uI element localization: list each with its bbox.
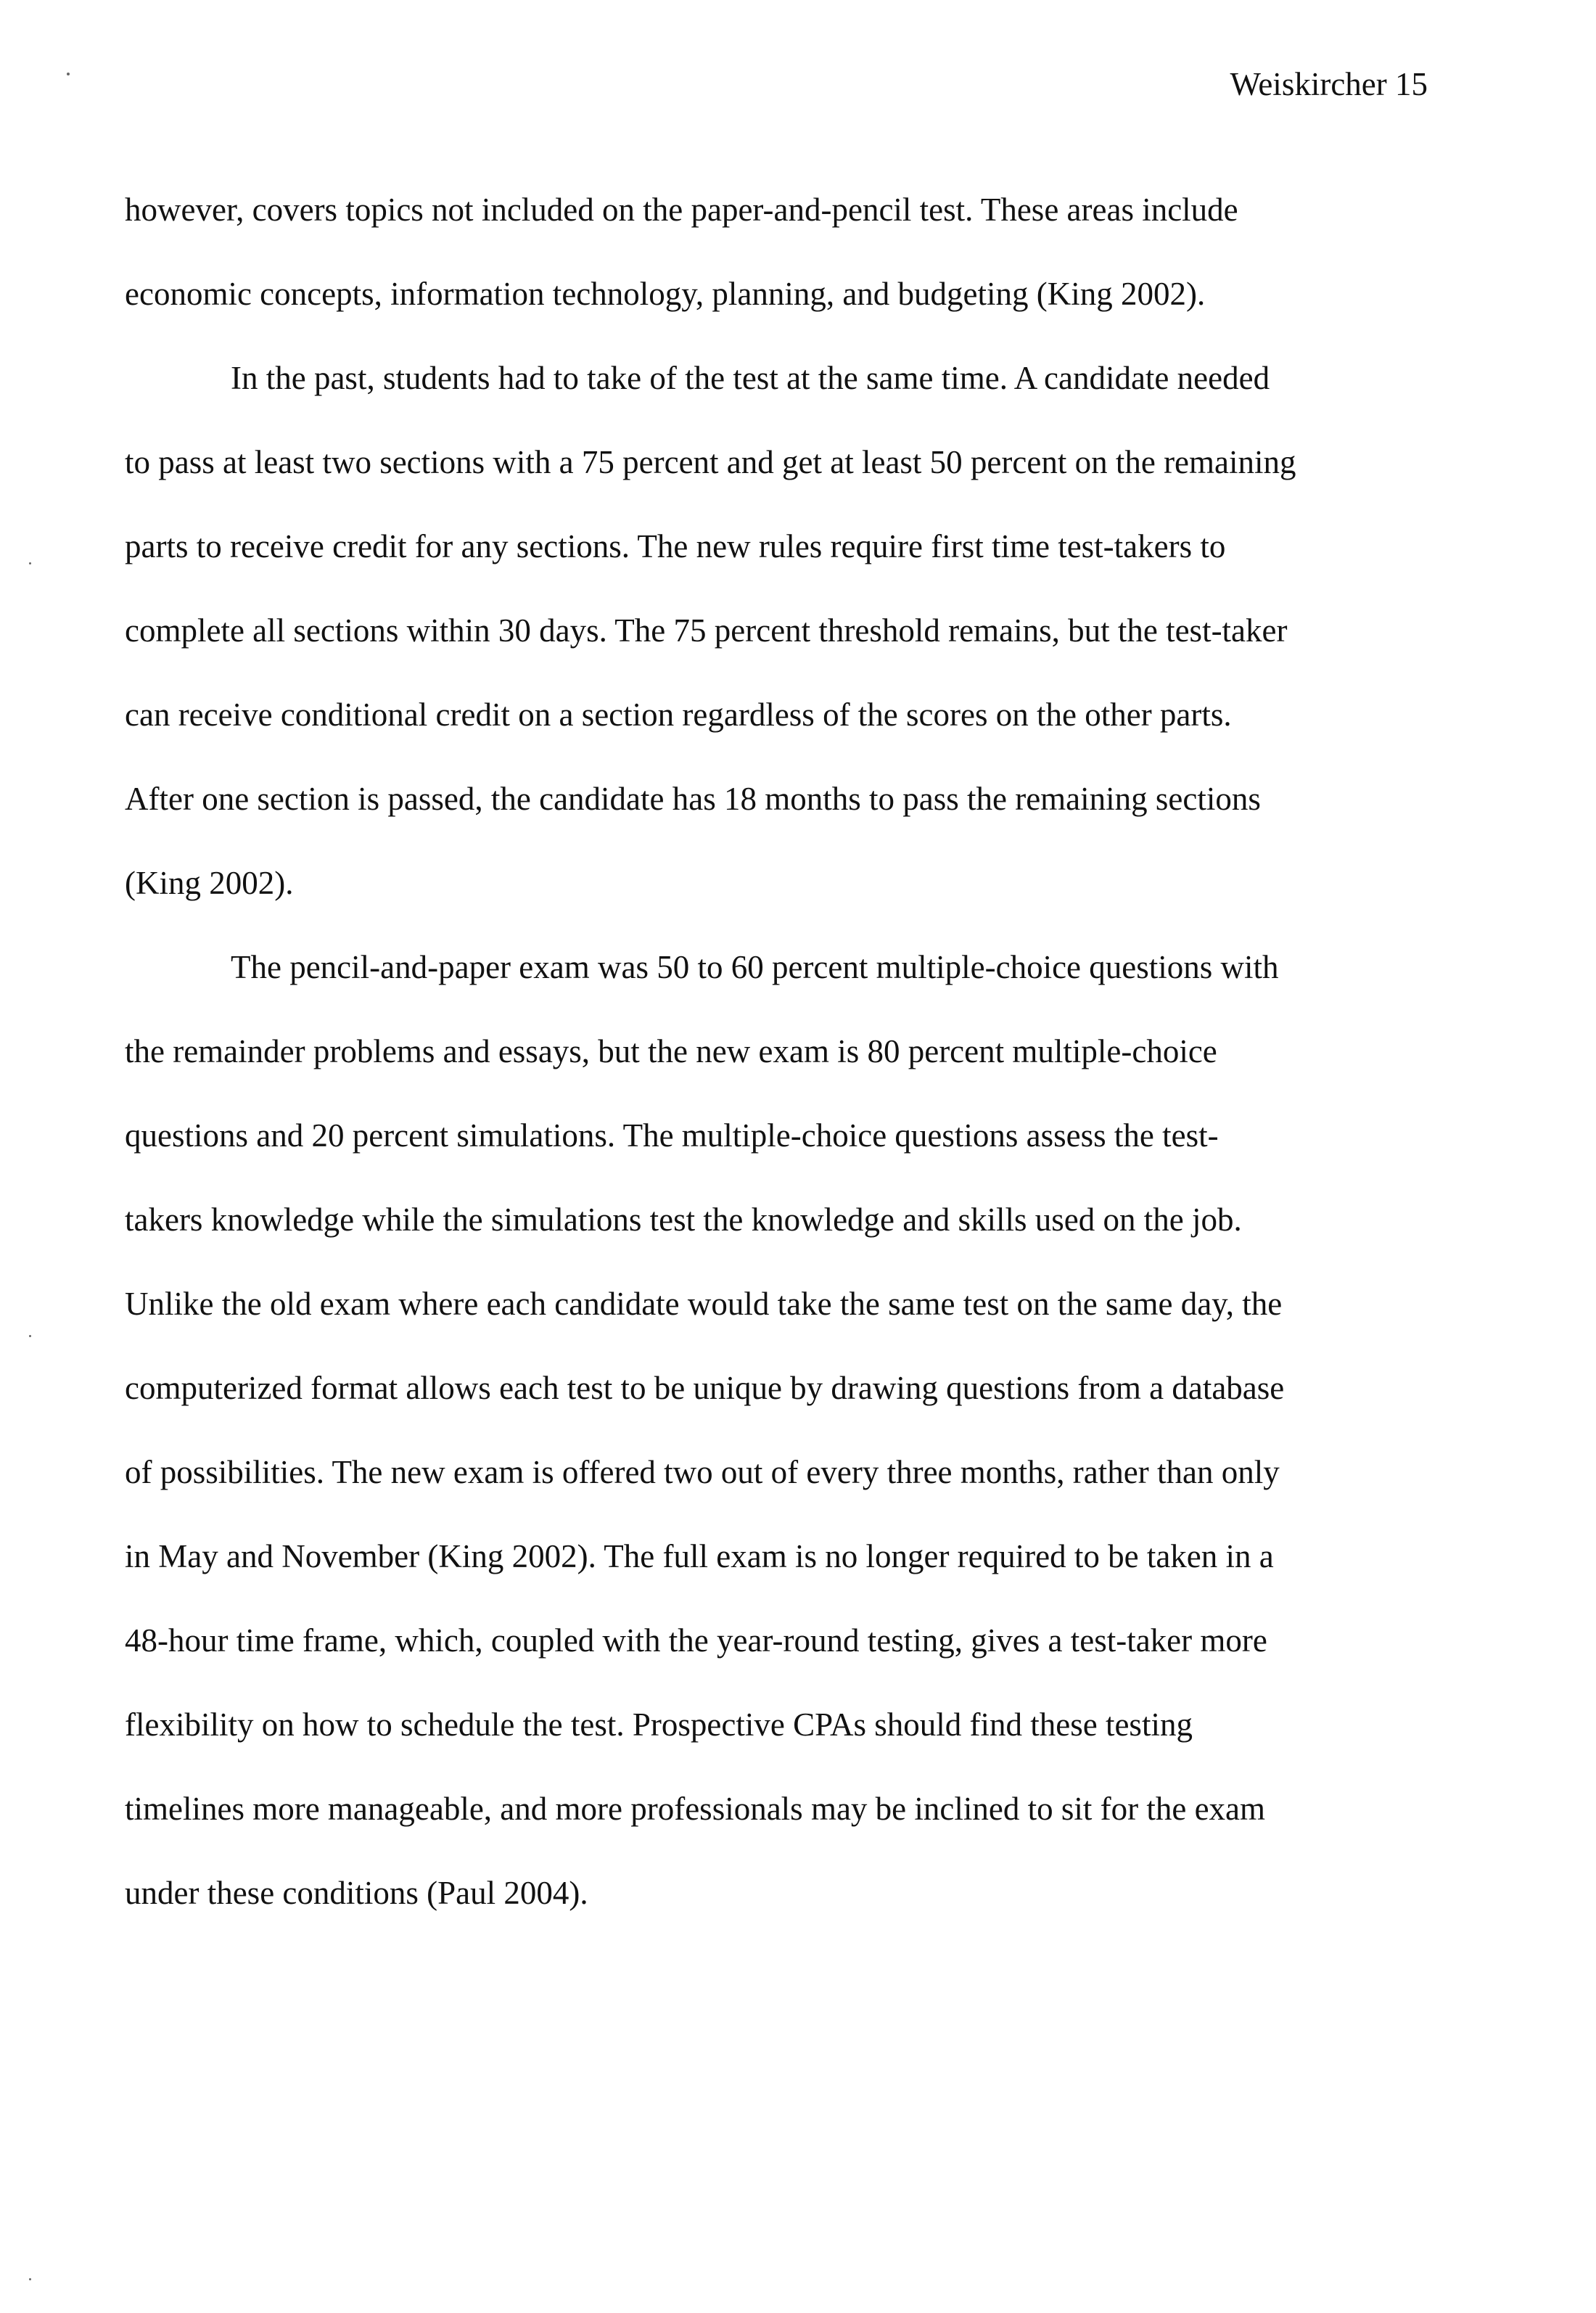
text-line: flexibility on how to schedule the test. Prospective CPAs should find these testing xyxy=(125,1706,1193,1743)
text-line: questions and 20 percent simulations. The multiple-choice questions assess the test- xyxy=(125,1117,1219,1154)
text-line: the remainder problems and essays, but the new exam is 80 percent multiple-choice xyxy=(125,1033,1217,1069)
text-line: under these conditions (Paul 2004). xyxy=(125,1875,588,1911)
text-line: takers knowledge while the simulations test the knowledge and skills used on the job. xyxy=(125,1201,1242,1238)
scan-speck xyxy=(67,73,70,75)
paragraph-first-line: The pencil-and-paper exam was 50 to 60 percent multiple-choice questions with xyxy=(231,949,1279,985)
text-line: however, covers topics not included on the paper-and-pencil test. These areas include xyxy=(125,192,1238,228)
text-line: timelines more manageable, and more professionals may be inclined to sit for the exam xyxy=(125,1791,1266,1827)
text-line: 48-hour time frame, which, coupled with the year-round testing, gives a test-taker more xyxy=(125,1622,1267,1659)
text-line: Unlike the old exam where each candidate would take the same test on the same day, the xyxy=(125,1286,1283,1322)
text-line: of possibilities. The new exam is offered two out of every three months, rather than only xyxy=(125,1454,1280,1490)
scan-speck xyxy=(29,562,31,564)
text-line: in May and November (King 2002). The full exam is no longer required to be taken in a xyxy=(125,1538,1274,1574)
text-line: can receive conditional credit on a section regardless of the scores on the other parts. xyxy=(125,697,1232,733)
body-text xyxy=(125,168,1460,1935)
text-line: economic concepts, information technology, planning, and budgeting (King 2002). xyxy=(125,276,1206,312)
text-line: After one section is passed, the candidate has 18 months to pass the remaining sections xyxy=(125,781,1261,817)
scan-speck xyxy=(29,1335,31,1337)
text-line: complete all sections within 30 days. The 75 percent threshold remains, but the test-taker xyxy=(125,612,1288,649)
running-head: Weiskircher 15 xyxy=(1230,66,1428,102)
text-line: computerized format allows each test to be unique by drawing questions from a database xyxy=(125,1370,1285,1406)
text-line: parts to receive credit for any sections. The new rules require first time test-takers to xyxy=(125,528,1226,564)
scan-speck xyxy=(29,2278,31,2280)
text-line: to pass at least two sections with a 75 percent and get at least 50 percent on the remaining xyxy=(125,444,1296,480)
paragraph-first-line: In the past, students had to take of the test at the same time. A candidate needed xyxy=(231,360,1270,396)
text-line: (King 2002). xyxy=(125,865,294,901)
